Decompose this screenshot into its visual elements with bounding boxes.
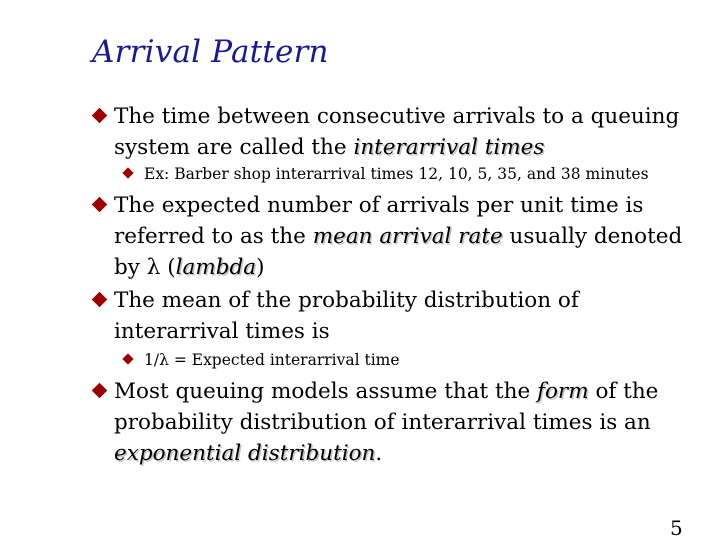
diamond-bullet-icon bbox=[92, 197, 108, 213]
term-interarrival-times: interarrival times bbox=[353, 135, 545, 160]
term-mean-arrival-rate: mean arrival rate bbox=[312, 224, 503, 249]
lambda-symbol: λ bbox=[146, 255, 161, 280]
bullet-text: Most queuing models assume that the form of the probability distribution of interarrival times is an exponential distribution. bbox=[114, 379, 659, 466]
diamond-bullet-icon bbox=[92, 108, 108, 124]
sub-bullet-text: 1/λ = Expected interarrival time bbox=[144, 351, 400, 369]
bullet-mean-distribution bbox=[94, 285, 694, 347]
bullet-interarrival bbox=[94, 101, 694, 163]
term-lambda: lambda bbox=[175, 255, 257, 280]
bullet-text: The expected number of arrivals per unit time is referred to as the mean arrival rate usually denoted by λ (lambda) bbox=[114, 193, 683, 280]
diamond-bullet-icon bbox=[122, 167, 133, 178]
bullet-text: The time between consecutive arrivals to a queuing system are called the interarrival times bbox=[114, 104, 680, 160]
diamond-bullet-icon bbox=[92, 292, 108, 308]
diamond-bullet-icon bbox=[122, 353, 133, 364]
bullet-mean-arrival-rate bbox=[94, 190, 694, 283]
page-number: 5 bbox=[670, 516, 683, 540]
bullet-text: The mean of the probability distribution of interarrival times is bbox=[114, 288, 579, 344]
diamond-bullet-icon bbox=[92, 383, 108, 399]
bullet-exponential bbox=[94, 376, 694, 469]
term-form: form bbox=[537, 379, 589, 404]
sub-bullet-text: Ex: Barber shop interarrival times 12, 10, 5, 35, and 38 minutes bbox=[144, 165, 649, 183]
term-exponential-distribution: exponential distribution bbox=[114, 441, 376, 466]
sub-bullet-expected-time bbox=[124, 349, 694, 371]
slide-title: Arrival Pattern bbox=[92, 34, 329, 70]
sub-bullet-barber-example bbox=[124, 163, 694, 185]
